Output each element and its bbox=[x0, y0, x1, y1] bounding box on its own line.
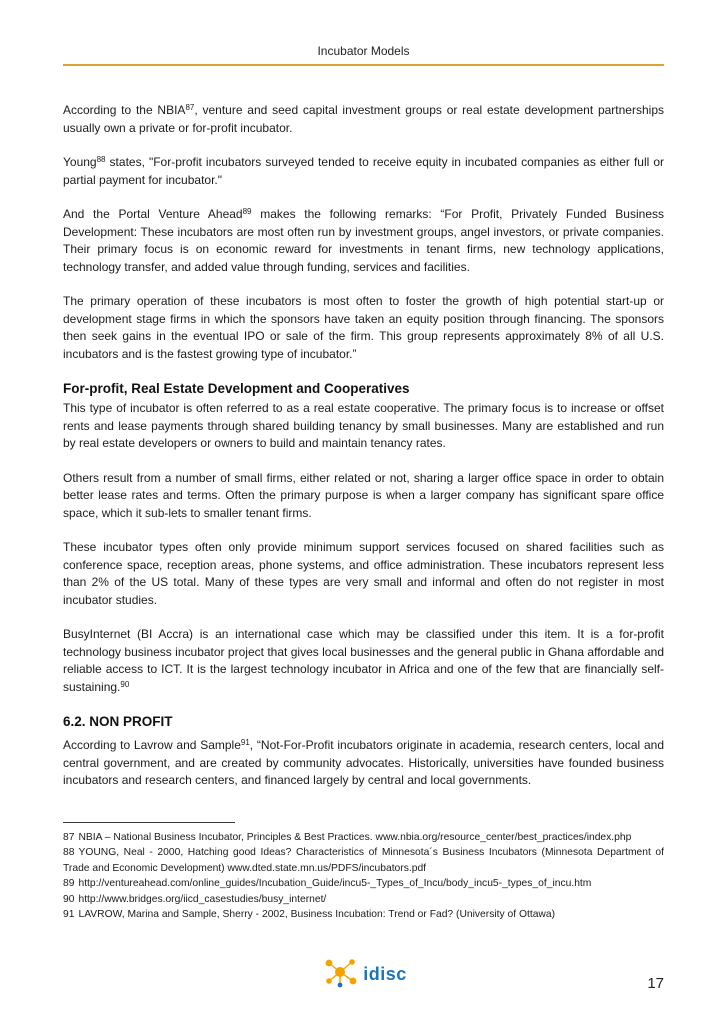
footnote-ref-88: 88 bbox=[96, 155, 106, 164]
paragraph-text: And the Portal Venture Ahead bbox=[63, 207, 243, 221]
footnote-text: YOUNG, Neal - 2000, Hatching good Ideas? Characteristics of Minnesota´s Business Incubators (Minnesota Department of Trade and Economic Development) www.dted.state.mn.us/PDFS/incubators.pdf bbox=[63, 847, 664, 874]
paragraph-text: states, "For-profit incubators surveyed tended to receive equity in incubated companies as either full or partial payment for incubator." bbox=[63, 155, 664, 187]
molecule-icon bbox=[320, 955, 360, 994]
footnote-number: 87 bbox=[63, 831, 75, 843]
page-number: 17 bbox=[647, 975, 664, 992]
footnote-text: LAVROW, Marina and Sample, Sherry - 2002, Business Incubation: Trend or Fad? (University of Ottawa) bbox=[78, 909, 556, 920]
paragraph-text: makes the following remarks: “For Profit, Privately Funded Business Development: These incubators are most often run by investment groups, angel investors, or private companies. Their primary focus is on economic reward for investments in tenant firms, new technology applications, technology transfer, and added value through funding, services and facilities. bbox=[63, 207, 664, 274]
footnote-number: 89 bbox=[63, 878, 75, 889]
footnote-item bbox=[63, 876, 664, 892]
footnote-item bbox=[63, 892, 664, 908]
paragraph-busyinternet bbox=[63, 626, 664, 696]
footnote-item bbox=[63, 907, 664, 923]
paragraph-text: Others result from a number of small firms, either related or not, sharing a larger office space in order to obtain better lease rates and terms. Often the primary purpose is when a larger company has significant spare office space, which it sub-lets to smaller tenant firms. bbox=[63, 470, 664, 520]
paragraph-primary-operation bbox=[63, 293, 664, 363]
paragraph-small-firms bbox=[63, 470, 664, 523]
heading-non-profit: 6.2. NON PROFIT bbox=[63, 714, 173, 729]
footnote-separator bbox=[63, 822, 235, 823]
header-rule bbox=[63, 64, 664, 66]
paragraph-text: This type of incubator is often referred to as a real estate cooperative. The primary focus is to increase or offset rents and lease payments through shared building tenancy by small businesses. Many are established and run by real estate developers or owners to build and maintain tenancy rates. bbox=[63, 401, 664, 450]
paragraph-nbia bbox=[63, 102, 664, 137]
paragraph-text: According to Lavrow and Sample bbox=[63, 738, 241, 752]
footnote-text: NBIA – National Business Incubator, Principles & Best Practices. www.nbia.org/resource_center/best_practices/index.php bbox=[78, 831, 632, 843]
paragraph-text: , venture and seed capital investment groups or real estate development partnerships usually own a private or for-profit incubator. bbox=[63, 103, 664, 135]
paragraph-text: BusyInternet (BI Accra) is an international case which may be classified under this item. It is a for-profit technology business incubator project that gives local businesses and the general public in Ghana affordable and reliable access to ICT. It is the largest technology incubator in Africa and one of the few that are financially self-sustaining. bbox=[63, 627, 664, 694]
footnote-text: http://www.bridges.org/iicd_casestudies/busy_internet/ bbox=[78, 893, 327, 905]
paragraph-lavrow-sample bbox=[63, 737, 664, 790]
paragraph-minimum-support bbox=[63, 539, 664, 609]
heading-for-profit-real-estate: For-profit, Real Estate Development and Cooperatives bbox=[63, 381, 410, 396]
footnote-item bbox=[63, 830, 664, 846]
paragraph-text: , “Not-For-Profit incubators originate in academia, research centers, local and central government, and are created by community advocates. Historically, universities have founded business incubators and research centers, and financed largely by central and local governments. bbox=[63, 738, 664, 787]
footnotes-section bbox=[63, 822, 664, 923]
paragraph-text: Young bbox=[63, 155, 97, 169]
footnote-ref-87: 87 bbox=[185, 103, 195, 112]
page-header-title: Incubator Models bbox=[317, 44, 410, 58]
page-footer bbox=[63, 955, 664, 994]
footnote-number: 90 bbox=[63, 893, 75, 905]
footnote-text: http://ventureahead.com/online_guides/Incubation_Guide/incu5-_Types_of_Incu/body_incu5-_types_of_incu.htm bbox=[78, 878, 592, 889]
footnote-ref-90: 90 bbox=[120, 679, 130, 689]
footnote-number: 91 bbox=[63, 909, 75, 920]
paragraph-text: The primary operation of these incubators is most often to foster the growth of high potential start-up or development stage firms in which the sponsors have taken an equity position through financing. The sponsors then seek gains in the eventual IPO or sale of the firm. This group represents approximately 8% of all U.S. incubators and is the fastest growing type of incubator.” bbox=[63, 294, 664, 361]
paragraph-portal-venture bbox=[63, 206, 664, 276]
footnote-item bbox=[63, 845, 664, 876]
paragraph-young bbox=[63, 154, 664, 189]
footnote-ref-91: 91 bbox=[240, 738, 250, 747]
logo-text: idisc bbox=[363, 964, 407, 984]
paragraph-real-estate-coop bbox=[63, 400, 664, 453]
paragraph-text: According to the NBIA bbox=[63, 103, 186, 117]
paragraph-text: These incubator types often only provide minimum support services focused on shared facilities such as conference space, reception areas, phone systems, and office administration. These incubators represent less than 2% of the US total. Many of these types are very small and informal and often do not register in most incubator studies. bbox=[63, 540, 664, 607]
footnote-ref-89: 89 bbox=[242, 207, 252, 216]
footnote-number: 88 bbox=[63, 847, 75, 858]
idisc-logo bbox=[320, 955, 407, 994]
